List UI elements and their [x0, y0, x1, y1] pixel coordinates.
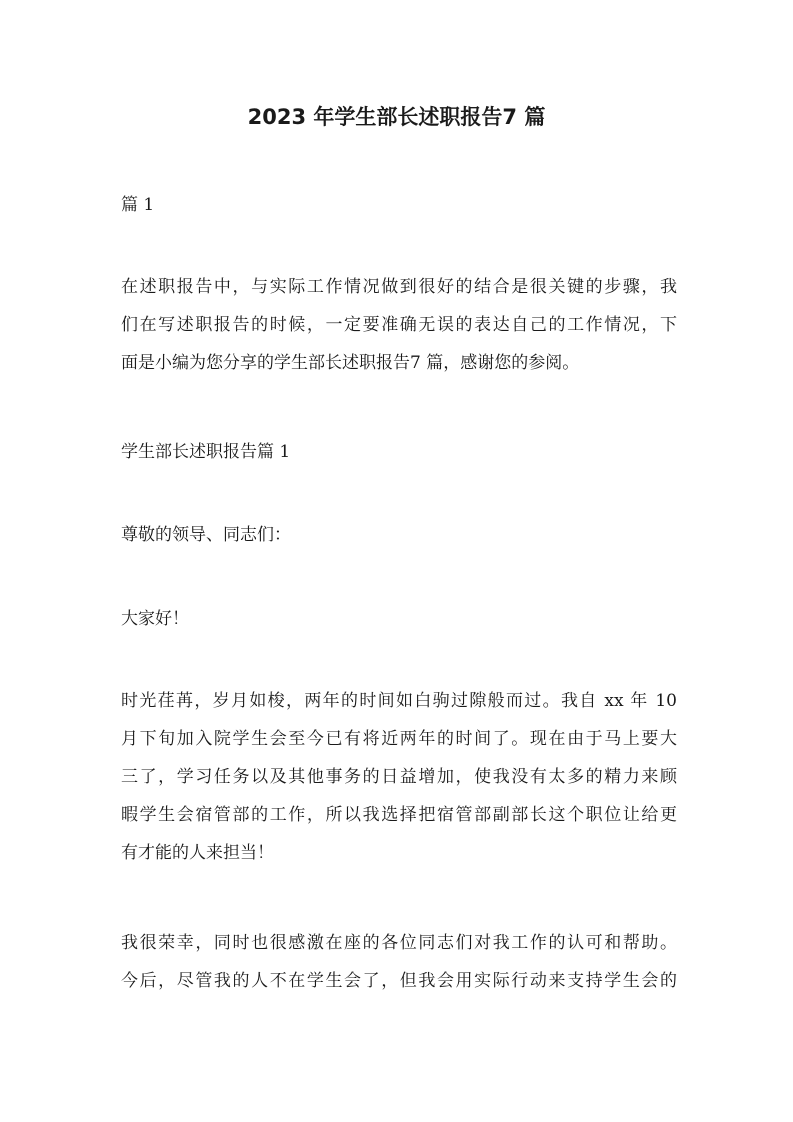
paragraph-line: 暇学生会宿管部的工作，所以我选择把宿管部副部长这个职位让给更 [121, 805, 677, 825]
report-subtitle: 学生部长述职报告篇 1 [121, 442, 291, 462]
document-title: 2023 年学生部长述职报告7 篇 [247, 105, 546, 129]
paragraph-line: 有才能的人来担当！ [121, 843, 274, 863]
paragraph-line: 今后，尽管我的人不在学生会了，但我会用实际行动来支持学生会的 [121, 971, 677, 991]
intro-line: 在述职报告中，与实际工作情况做到很好的结合是很关键的步骤，我 [121, 277, 677, 297]
salutation: 尊敬的领导、同志们： [121, 525, 291, 545]
paragraph-line: 我很荣幸，同时也很感激在座的各位同志们对我工作的认可和帮助。 [121, 933, 677, 953]
paragraph-line: 时光荏苒，岁月如梭，两年的时间如白驹过隙般而过。我自 xx 年 10 [121, 691, 677, 711]
intro-line: 面是小编为您分享的学生部长述职报告7 篇，感谢您的参阅。 [121, 353, 580, 373]
paragraph-line: 三了，学习任务以及其他事务的日益增加，使我没有太多的精力来顾 [121, 767, 677, 787]
section-label: 篇 1 [121, 195, 155, 215]
greeting: 大家好！ [121, 609, 189, 629]
paragraph-line: 月下旬加入院学生会至今已有将近两年的时间了。现在由于马上要大 [121, 729, 677, 749]
intro-line: 们在写述职报告的时候，一定要准确无误的表达自己的工作情况，下 [121, 315, 677, 335]
